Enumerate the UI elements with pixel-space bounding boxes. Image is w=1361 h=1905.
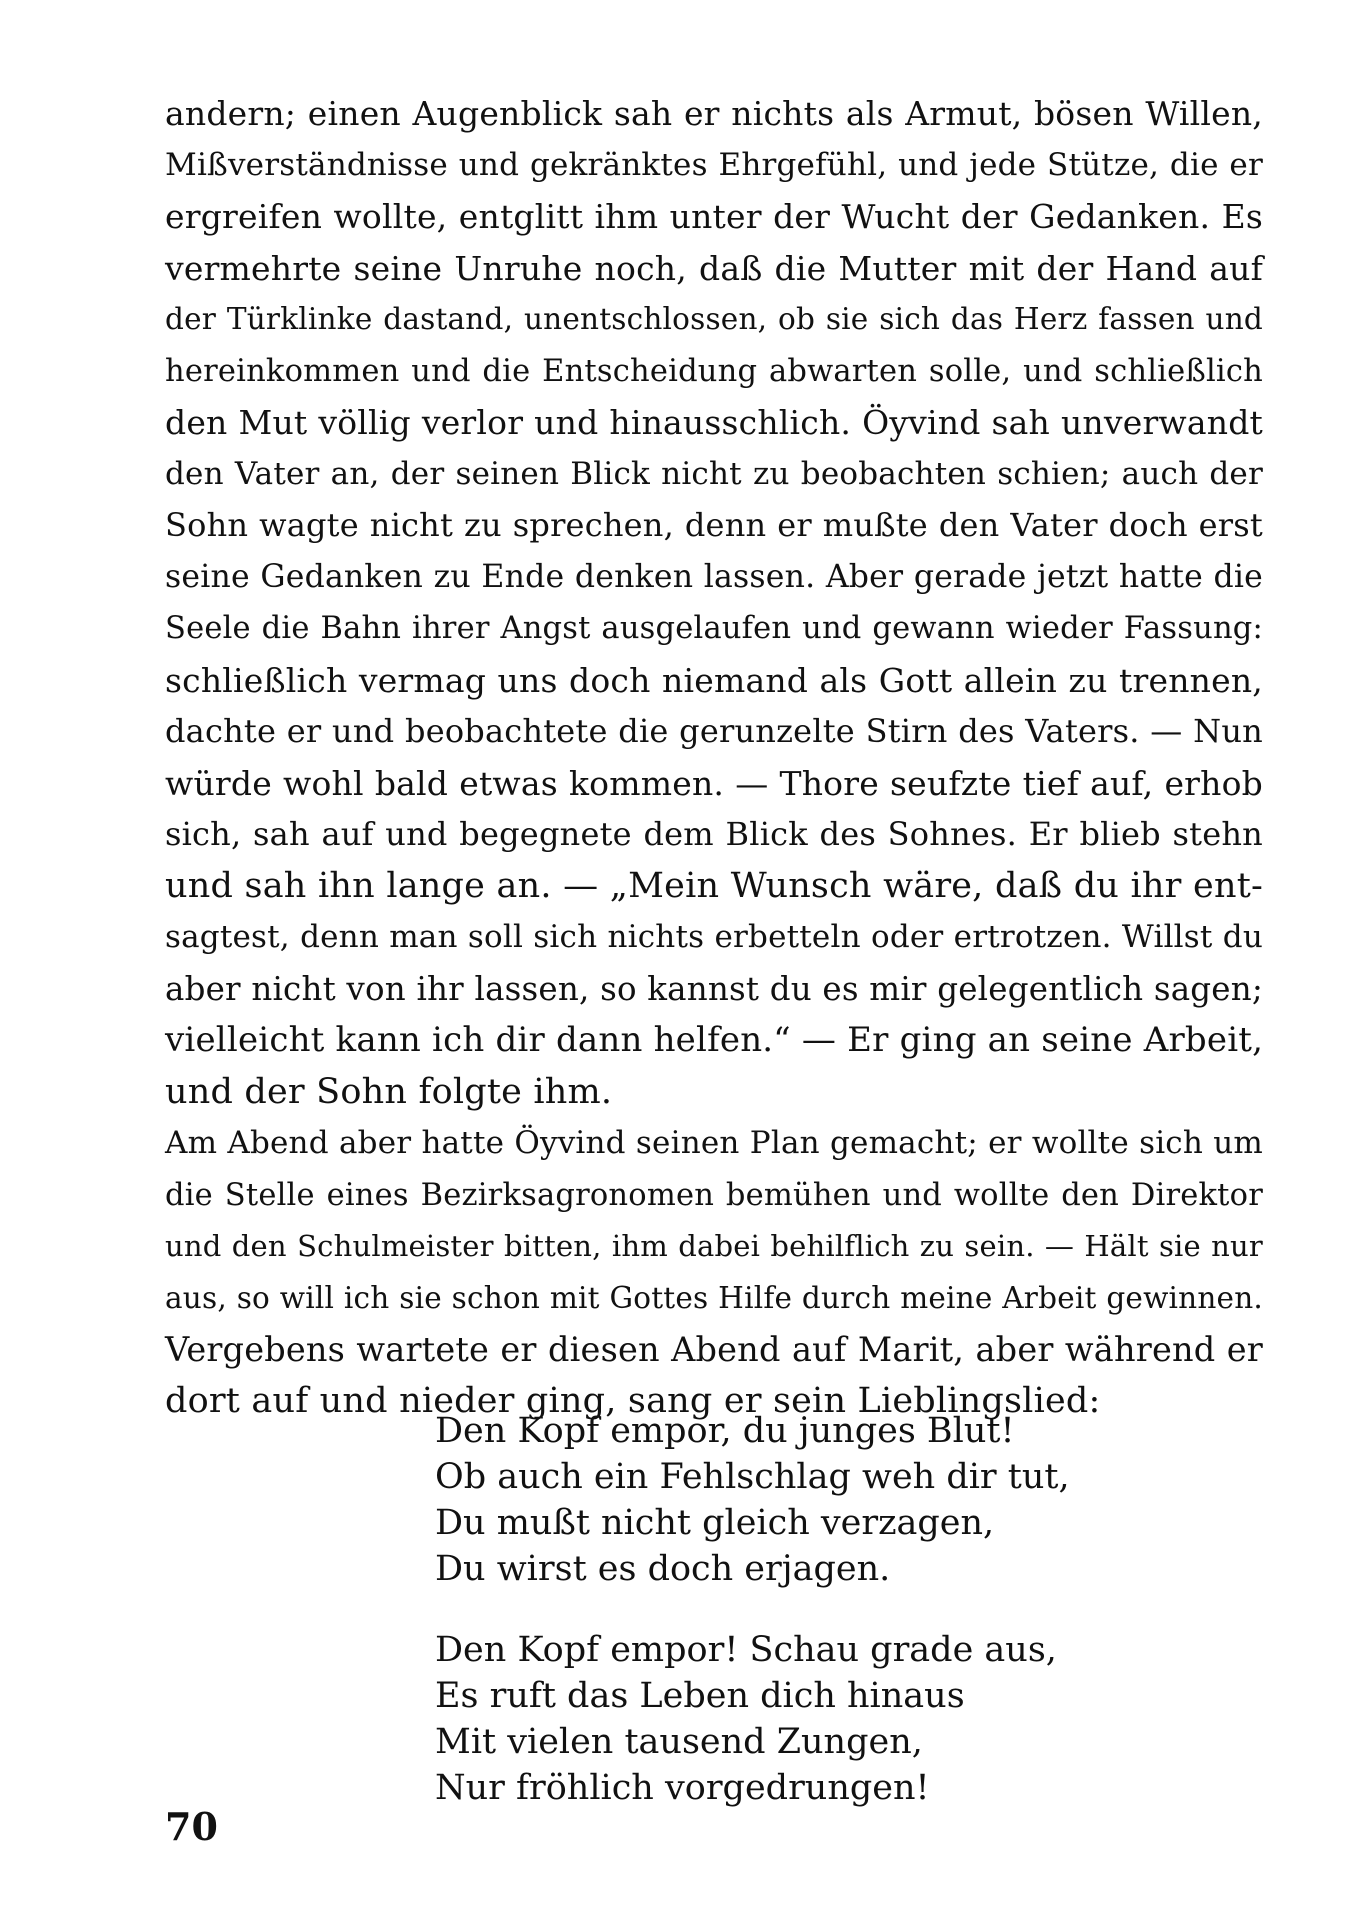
text-line: aber nicht von ihr lassen, so kannst du es mir gelegentlich sagen;	[165, 969, 1263, 1008]
text-line: der Türklinke dastand, unentschlossen, ob sie sich das Herz fassen und	[165, 302, 1263, 336]
text-line: Mißverständnisse und gekränktes Ehrgefühl, und jede Stütze, die er	[165, 146, 1263, 183]
text-line: den Vater an, der seinen Blick nicht zu beobachten schien; auch der	[165, 455, 1263, 492]
text-line: schließlich vermag uns doch niemand als Gott allein zu trennen,	[165, 660, 1263, 700]
text-line: Seele die Bahn ihrer Angst ausgelaufen und gewann wieder Fassung:	[165, 611, 1263, 646]
poem-line: Es ruft das Leben dich hinaus	[435, 1676, 965, 1716]
poem-line: Du wirst es doch erjagen.	[435, 1549, 891, 1589]
text-line: den Mut völlig verlor und hinausschlich. Öyvind sah unverwandt	[165, 403, 1263, 442]
text-line: vermehrte seine Unruhe noch, daß die Mutter mit der Hand auf	[165, 248, 1263, 288]
text-line: dachte er und beobachtete die gerunzelte Stirn des Vaters. — Nun	[165, 712, 1263, 750]
poem-line: Den Kopf empor, du junges Blut!	[435, 1411, 1015, 1451]
poem-stanza-1	[435, 1408, 1075, 1592]
text-line: und den Schulmeister bitten, ihm dabei behilflich zu sein. — Hält sie nur	[165, 1229, 1263, 1263]
poem-line: Du mußt nicht gleich verzagen,	[435, 1503, 995, 1543]
text-line: Vergebens wartete er diesen Abend auf Marit, aber während er	[165, 1330, 1263, 1369]
text-line: seine Gedanken zu Ende denken lassen. Aber gerade jetzt hatte die	[165, 558, 1263, 595]
text-line: und der Sohn folgte ihm.	[165, 1071, 613, 1112]
text-line: ergreifen wollte, entglitt ihm unter der Wucht der Gedanken. Es	[165, 197, 1263, 236]
text-line: vielleicht kann ich dir dann helfen.“ — Er ging an seine Arbeit,	[165, 1020, 1264, 1060]
text-line: andern; einen Augenblick sah er nichts als Armut, bösen Willen,	[165, 94, 1263, 133]
text-line: dort auf und nieder ging, sang er sein Lieblingslied:	[165, 1380, 1101, 1421]
text-line: sich, sah auf und begegnete dem Blick des Sohnes. Er blieb stehn	[165, 815, 1263, 853]
poem-line: Mit vielen tausend Zungen,	[435, 1722, 923, 1762]
text-line: aus, so will ich sie schon mit Gottes Hilfe durch meine Arbeit gewinnen.	[165, 1280, 1263, 1315]
poem-line: Ob auch ein Fehlschlag weh dir tut,	[435, 1457, 1070, 1497]
poem-line: Nur fröhlich vorgedrungen!	[435, 1768, 930, 1808]
text-line: Sohn wagte nicht zu sprechen, denn er mußte den Vater doch erst	[165, 506, 1263, 544]
text-line: und sah ihn lange an. — „Mein Wunsch wäre, daß du ihr ent-	[165, 865, 1263, 906]
text-line: sagtest, denn man soll sich nichts erbetteln oder ertrotzen. Willst du	[165, 919, 1263, 955]
text-line: würde wohl bald etwas kommen. — Thore seufzte tief auf, erhob	[165, 763, 1263, 803]
page-number: 70	[165, 1804, 218, 1849]
text-line: hereinkommen und die Entscheidung abwarten solle, und schließlich	[165, 353, 1263, 389]
text-line: Am Abend aber hatte Öyvind seinen Plan gemacht; er wollte sich um	[165, 1125, 1263, 1161]
poem-line: Den Kopf empor! Schau grade aus,	[435, 1630, 1057, 1670]
prose-text	[165, 88, 1263, 1427]
text-line: die Stelle eines Bezirksagronomen bemühen und wollte den Direktor	[165, 1177, 1263, 1213]
poem-stanza-2	[435, 1627, 1075, 1811]
